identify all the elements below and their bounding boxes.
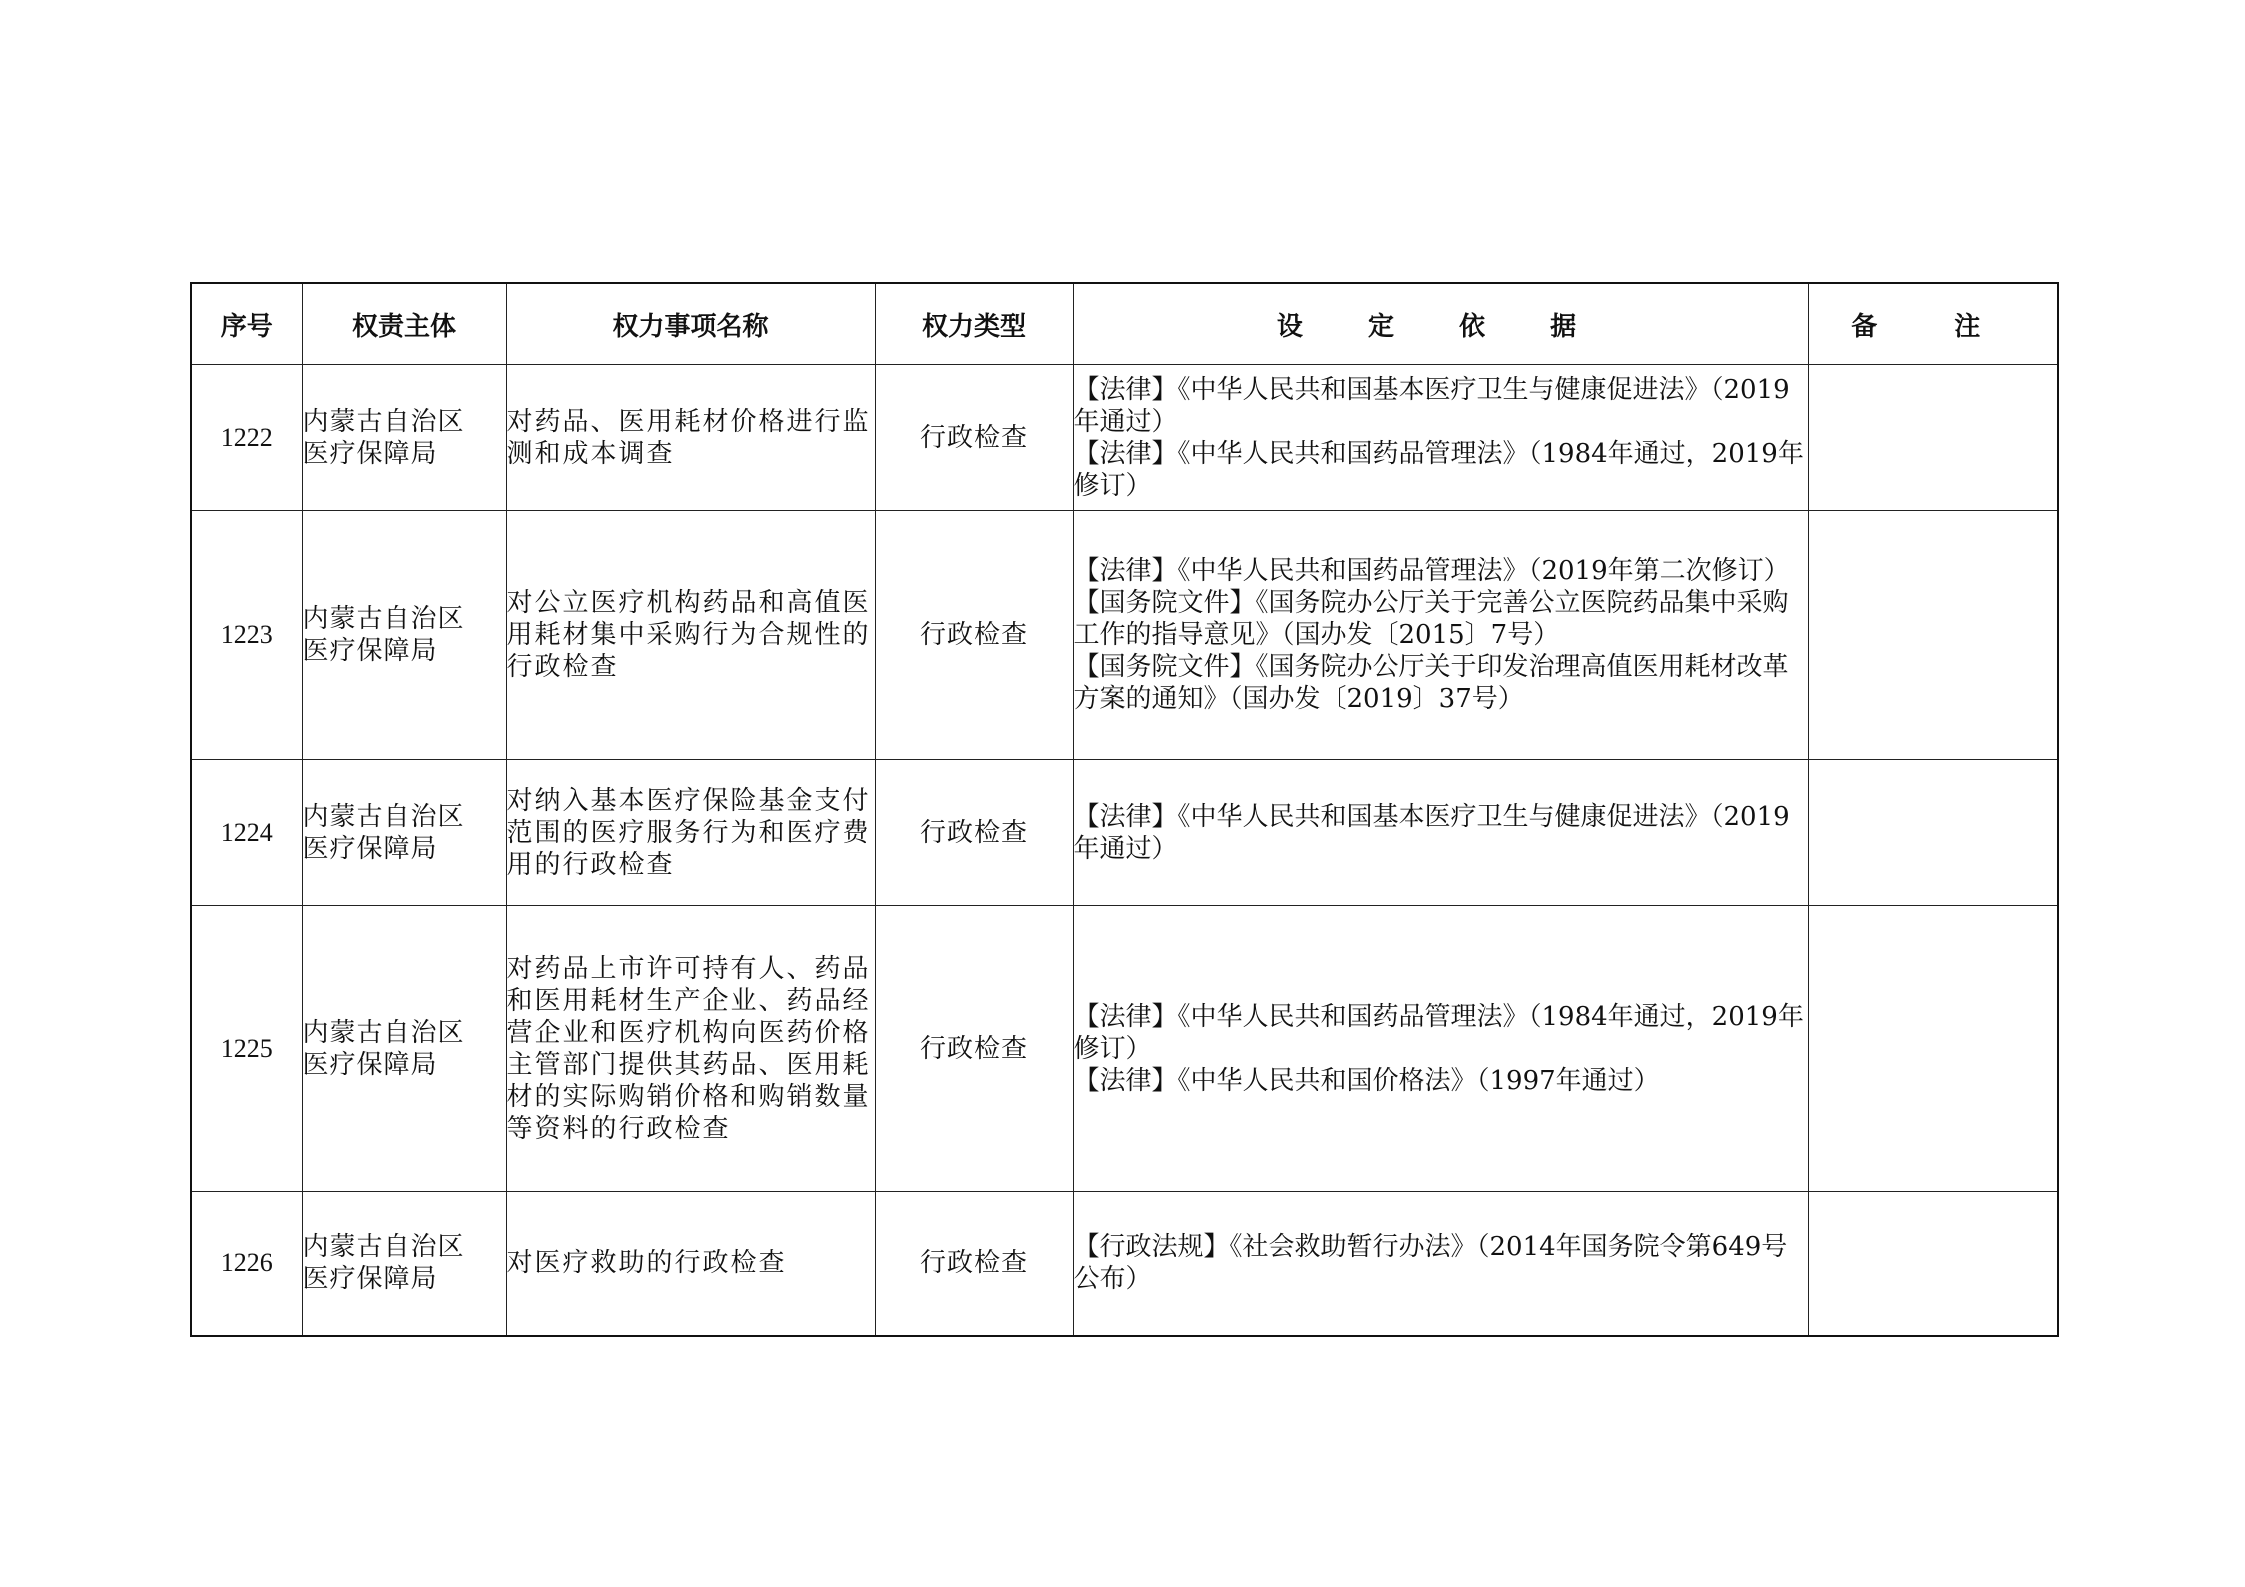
table-row xyxy=(191,365,2058,511)
row-org xyxy=(302,760,506,906)
row-item-name: 对纳入基本医疗保险基金支付范围的医疗服务行为和医疗费用的行政检查 xyxy=(506,760,875,906)
header-name: 权力事项名称 xyxy=(506,283,875,365)
row-power-type: 行政检查 xyxy=(875,511,1073,760)
row-power-type: 行政检查 xyxy=(875,365,1073,511)
org-line: 内蒙古自治区 xyxy=(302,406,465,437)
row-note xyxy=(1808,906,2058,1192)
org-line: 内蒙古自治区 xyxy=(302,1017,465,1048)
row-basis xyxy=(1073,760,1808,906)
table-header-row xyxy=(191,283,2058,365)
row-seq: 1222 xyxy=(191,365,302,511)
row-org xyxy=(302,511,506,760)
row-org xyxy=(302,365,506,511)
header-type: 权力类型 xyxy=(875,283,1073,365)
row-org xyxy=(302,906,506,1192)
header-org: 权责主体 xyxy=(302,283,506,365)
org-line: 内蒙古自治区 xyxy=(302,604,465,634)
table-row xyxy=(191,1192,2058,1336)
basis-line: 【法律】《中华人民共和国价格法》（1997年通过） xyxy=(1073,1065,1660,1096)
org-line: 内蒙古自治区 xyxy=(302,1232,465,1263)
row-basis xyxy=(1073,365,1808,511)
org-line: 医疗保障局 xyxy=(302,1264,438,1295)
org-line: 内蒙古自治区 xyxy=(302,801,465,832)
org-line: 医疗保障局 xyxy=(302,1049,438,1080)
row-note xyxy=(1808,1192,2058,1336)
header-note: 备 注 xyxy=(1808,283,2058,365)
org-line: 医疗保障局 xyxy=(302,636,438,666)
row-org xyxy=(302,1192,506,1336)
row-note xyxy=(1808,511,2058,760)
basis-line: 【国务院文件】《国务院办公厅关于完善公立医院药品集中采购工作的指导意见》（国办发〔2015〕7号） xyxy=(1073,588,1789,650)
org-line: 医疗保障局 xyxy=(302,833,438,864)
row-power-type: 行政检查 xyxy=(875,906,1073,1192)
table-row xyxy=(191,760,2058,906)
row-seq: 1226 xyxy=(191,1192,302,1336)
row-power-type: 行政检查 xyxy=(875,760,1073,906)
row-basis xyxy=(1073,1192,1808,1336)
row-basis xyxy=(1073,906,1808,1192)
basis-line: 【法律】《中华人民共和国药品管理法》（1984年通过，2019年修订） xyxy=(1073,438,1804,501)
basis-line: 【法律】《中华人民共和国药品管理法》（2019年第二次修订） xyxy=(1073,556,1790,586)
basis-line: 【法律】《中华人民共和国基本医疗卫生与健康促进法》（2019年通过） xyxy=(1073,374,1790,437)
basis-line: 【法律】《中华人民共和国药品管理法》（1984年通过，2019年修订） xyxy=(1073,1001,1804,1064)
row-note xyxy=(1808,760,2058,906)
basis-line: 【行政法规】《社会救助暂行办法》（2014年国务院令第649号公布） xyxy=(1073,1232,1788,1295)
row-item-name: 对公立医疗机构药品和高值医用耗材集中采购行为合规性的行政检查 xyxy=(506,511,875,760)
table-row xyxy=(191,906,2058,1192)
org-line: 医疗保障局 xyxy=(302,438,438,469)
basis-line: 【国务院文件】《国务院办公厅关于印发治理高值医用耗材改革方案的通知》（国办发〔2019〕37号） xyxy=(1073,652,1789,714)
row-basis xyxy=(1073,511,1808,760)
row-item-name: 对药品上市许可持有人、药品和医用耗材生产企业、药品经营企业和医疗机构向医药价格主管部门提供其药品、医用耗材的实际购销价格和购销数量等资料的行政检查 xyxy=(506,906,875,1192)
row-seq: 1223 xyxy=(191,511,302,760)
header-seq: 序号 xyxy=(191,283,302,365)
row-note xyxy=(1808,365,2058,511)
basis-line: 【法律】《中华人民共和国基本医疗卫生与健康促进法》（2019年通过） xyxy=(1073,801,1790,864)
row-item-name: 对药品、医用耗材价格进行监测和成本调查 xyxy=(506,365,875,511)
table-row xyxy=(191,511,2058,760)
row-item-name: 对医疗救助的行政检查 xyxy=(506,1192,875,1336)
row-seq: 1225 xyxy=(191,906,302,1192)
power-list-table xyxy=(190,282,2059,1337)
row-seq: 1224 xyxy=(191,760,302,906)
row-power-type: 行政检查 xyxy=(875,1192,1073,1336)
header-basis: 设 定 依 据 xyxy=(1073,283,1808,365)
